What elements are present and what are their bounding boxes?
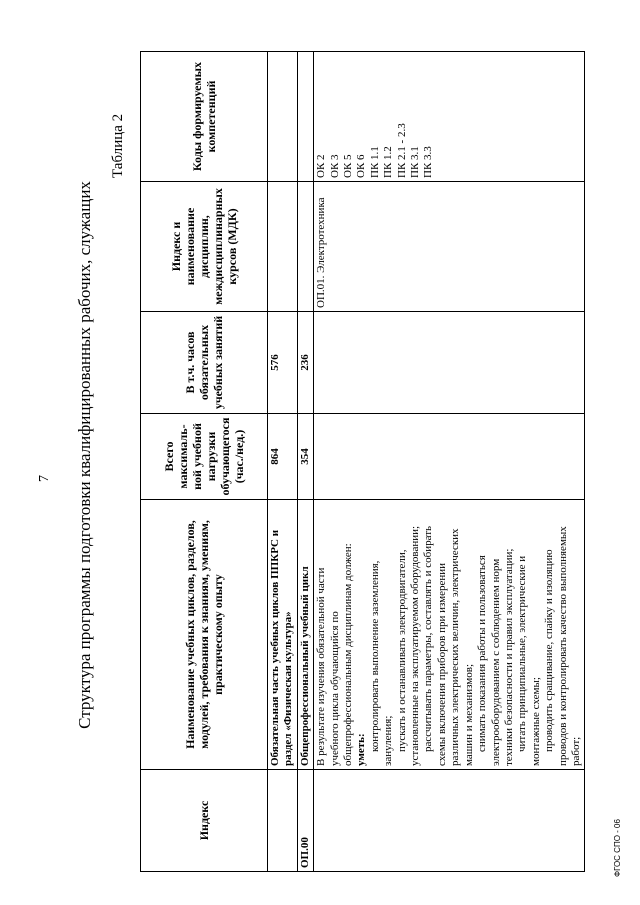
requirement-line: различных электрических величин, электрических bbox=[449, 528, 462, 766]
requirement-line: общепрофессиональным дисциплинам должен: bbox=[342, 543, 355, 766]
header-discipline: Индекс и наименование дисциплин, междисциплинарных курсов (МДК) bbox=[141, 182, 268, 312]
requirement-line: пускать и останавливать электродвигатели, bbox=[395, 549, 408, 752]
requirement-line: В результате изучения обязательной части bbox=[315, 567, 328, 766]
competency-code: ПК 3.1 bbox=[409, 146, 422, 178]
requirement-line: читать принципиальные, электрические и bbox=[516, 555, 529, 752]
requirement-line: машин и механизмов; bbox=[462, 663, 475, 766]
row1-total: 864 bbox=[268, 414, 298, 500]
row3-index bbox=[314, 770, 585, 872]
row2-name: Общепрофессиональный учебный цикл bbox=[297, 500, 313, 770]
table-row bbox=[314, 52, 585, 872]
row1-required: 576 bbox=[268, 312, 298, 414]
requirement-line: электрооборудованием с соблюдением норм bbox=[489, 558, 502, 766]
row3-requirements bbox=[314, 500, 585, 770]
requirement-line: монтажные схемы; bbox=[529, 677, 542, 766]
header-index: Индекс bbox=[141, 770, 268, 872]
footer-label: ФГОС СПО - 06 bbox=[613, 819, 622, 877]
page-number: 7 bbox=[37, 475, 52, 482]
header-required-hours: В т.ч. часов обязательных учебных занятий bbox=[141, 312, 268, 414]
competency-code: ОК 2 bbox=[315, 154, 328, 178]
requirement-line: уметь: bbox=[355, 733, 368, 766]
row3-total bbox=[314, 414, 585, 500]
row3-discipline: ОП.01. Электротехника bbox=[314, 182, 585, 312]
table-row bbox=[297, 52, 313, 872]
row2-discipline bbox=[297, 182, 313, 312]
competency-code: ПК 3.3 bbox=[422, 146, 435, 178]
requirement-line: учебного цикла обучающийся по bbox=[328, 611, 341, 766]
requirement-line: зануления; bbox=[382, 715, 395, 766]
row1-discipline bbox=[268, 182, 298, 312]
competency-code: ПК 2.1 - 2.3 bbox=[395, 123, 408, 178]
table-header-row bbox=[141, 52, 268, 872]
requirement-line: рассчитывать параметры, составлять и собирать bbox=[422, 525, 435, 752]
table-label: Таблица 2 bbox=[110, 113, 126, 178]
requirement-line: схемы включения приборов при измерении bbox=[435, 562, 448, 766]
requirement-line: работ; bbox=[569, 736, 582, 766]
structure-table bbox=[140, 51, 585, 872]
requirement-line: проводить сращивание, спайку и изоляцию bbox=[543, 549, 556, 752]
row2-index: ОП.00 bbox=[297, 770, 313, 872]
header-total-hours: Всего максималь-ной учебной нагрузки обучающегося (час./нед.) bbox=[141, 414, 268, 500]
competency-code: ПК 1.1 bbox=[368, 146, 381, 178]
row3-codes bbox=[314, 52, 585, 182]
requirement-line: установленные на эксплуатируемом оборудовании; bbox=[409, 525, 422, 766]
requirement-line: контролировать выполнение заземления, bbox=[368, 560, 381, 752]
competency-code: ПК 1.2 bbox=[382, 146, 395, 178]
row1-index bbox=[268, 770, 298, 872]
requirement-line: проводов и контролировать качество выполняемых bbox=[556, 526, 569, 766]
requirement-line: снимать показания работы и пользоваться bbox=[476, 555, 489, 752]
row1-codes bbox=[268, 52, 298, 182]
competency-code: ОК 3 bbox=[328, 154, 341, 178]
competency-code: ОК 5 bbox=[342, 154, 355, 178]
row1-name: Обязательная часть учебных циклов ППКРС и раздел «Физическая культура» bbox=[268, 500, 298, 770]
row2-codes bbox=[297, 52, 313, 182]
row2-required: 236 bbox=[297, 312, 313, 414]
header-name: Наименование учебных циклов, разделов, модулей, требования к знаниям, умениям, практическому опыту bbox=[141, 500, 268, 770]
row2-total: 354 bbox=[297, 414, 313, 500]
row3-required bbox=[314, 312, 585, 414]
page-heading: Структура программы подготовки квалифицированных рабочих, служащих bbox=[75, 181, 94, 729]
competency-code: ОК 6 bbox=[355, 154, 368, 178]
header-competency-codes: Коды формируемых компетенций bbox=[141, 52, 268, 182]
table-row bbox=[268, 52, 298, 872]
requirement-line: техники безопасности и правил эксплуатации; bbox=[502, 548, 515, 766]
